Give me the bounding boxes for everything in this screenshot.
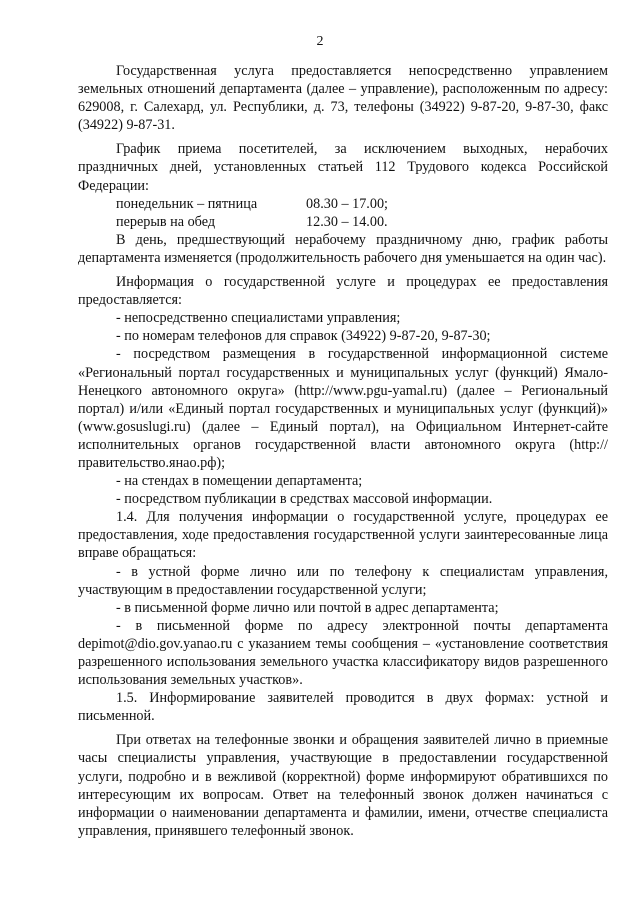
paragraph-info-intro: Информация о государственной услуге и процедурах ее предоставления предоставляется:	[78, 274, 608, 309]
list-item: - посредством публикации в средствах массовой информации.	[116, 491, 493, 508]
schedule-day: перерыв на обед	[116, 213, 216, 230]
list-item: - в письменной форме по адресу электронной почты департамента depimot@dio.gov.yanao.ru с указанием темы сообщения – «установление соответствия разрешенного использования земельного участка классификатору видов разрешенного использования земельных участков».	[78, 617, 608, 689]
list-item: - на стендах в помещении департамента;	[116, 473, 363, 490]
list-item: - в устной форме лично или по телефону к специалистам управления, участвующим в предоставлении государственной услуги;	[78, 563, 608, 598]
document-body	[78, 62, 608, 840]
schedule-day: понедельник – пятница	[116, 195, 258, 212]
schedule-row	[116, 213, 608, 231]
schedule-time: 08.30 – 17.00;	[306, 195, 388, 212]
paragraph-section-1-4: 1.4. Для получения информации о государственной услуге, процедурах ее предоставления, ходе предоставления государственной услуги заинтересованные лица вправе обращаться:	[78, 509, 608, 562]
list-item: - по номерам телефонов для справок (34922) 9-87-20, 9-87-30;	[116, 328, 491, 345]
page-number: 2	[316, 34, 324, 49]
list-item: - в письменной форме лично или почтой в адрес департамента;	[116, 599, 499, 616]
paragraph-holiday-schedule: В день, предшествующий нерабочему праздничному дню, график работы департамента изменяется (продолжительность рабочего дня уменьшается на один час).	[78, 231, 608, 266]
paragraph-phone-responses: При ответах на телефонные звонки и обращения заявителей лично в приемные часы специалисты управления, участвующие в предоставлении государственной услуги, подробно и в вежливой (корректной) форме информируют обратившихся по интересующим их вопросам. Ответ на телефонный звонок должен начинаться с информации о наименовании департамента и фамилии, имени, отчестве специалиста управления, принявшего телефонный звонок.	[78, 732, 608, 839]
list-item: - посредством размещения в государственной информационной системе «Региональный портал государственных и муниципальных услуг (функций) Ямало-Ненецкого автономного округа» (http://www.pgu-yamal.ru) (далее – Региональный портал) и/или «Единый портал государственных и муниципальных услуг (функций)» (www.gosuslugi.ru) (далее – Единый портал), на Официальном Интернет-сайте исполнительных органов государственной власти автономного округа (http://правительство.янао.рф);	[78, 346, 608, 471]
schedule-time: 12.30 – 14.00.	[306, 213, 388, 230]
paragraph-service-provider: Государственная услуга предоставляется непосредственно управлением земельных отношений департамента (далее – управление), расположенным по адресу: 629008, г. Салехард, ул. Республики, д. 73, телефоны (34922) 9-87-20, 9-87-30, факс (34922) 9-87-31.	[78, 63, 608, 134]
schedule-row	[116, 195, 608, 213]
list-item: - непосредственно специалистами управления;	[116, 310, 401, 327]
paragraph-section-1-5: 1.5. Информирование заявителей проводится в двух формах: устной и письменной.	[78, 690, 608, 725]
paragraph-schedule-intro: График приема посетителей, за исключением выходных, нерабочих праздничных дней, установленных статьей 112 Трудового кодекса Российской Федерации:	[78, 141, 608, 194]
